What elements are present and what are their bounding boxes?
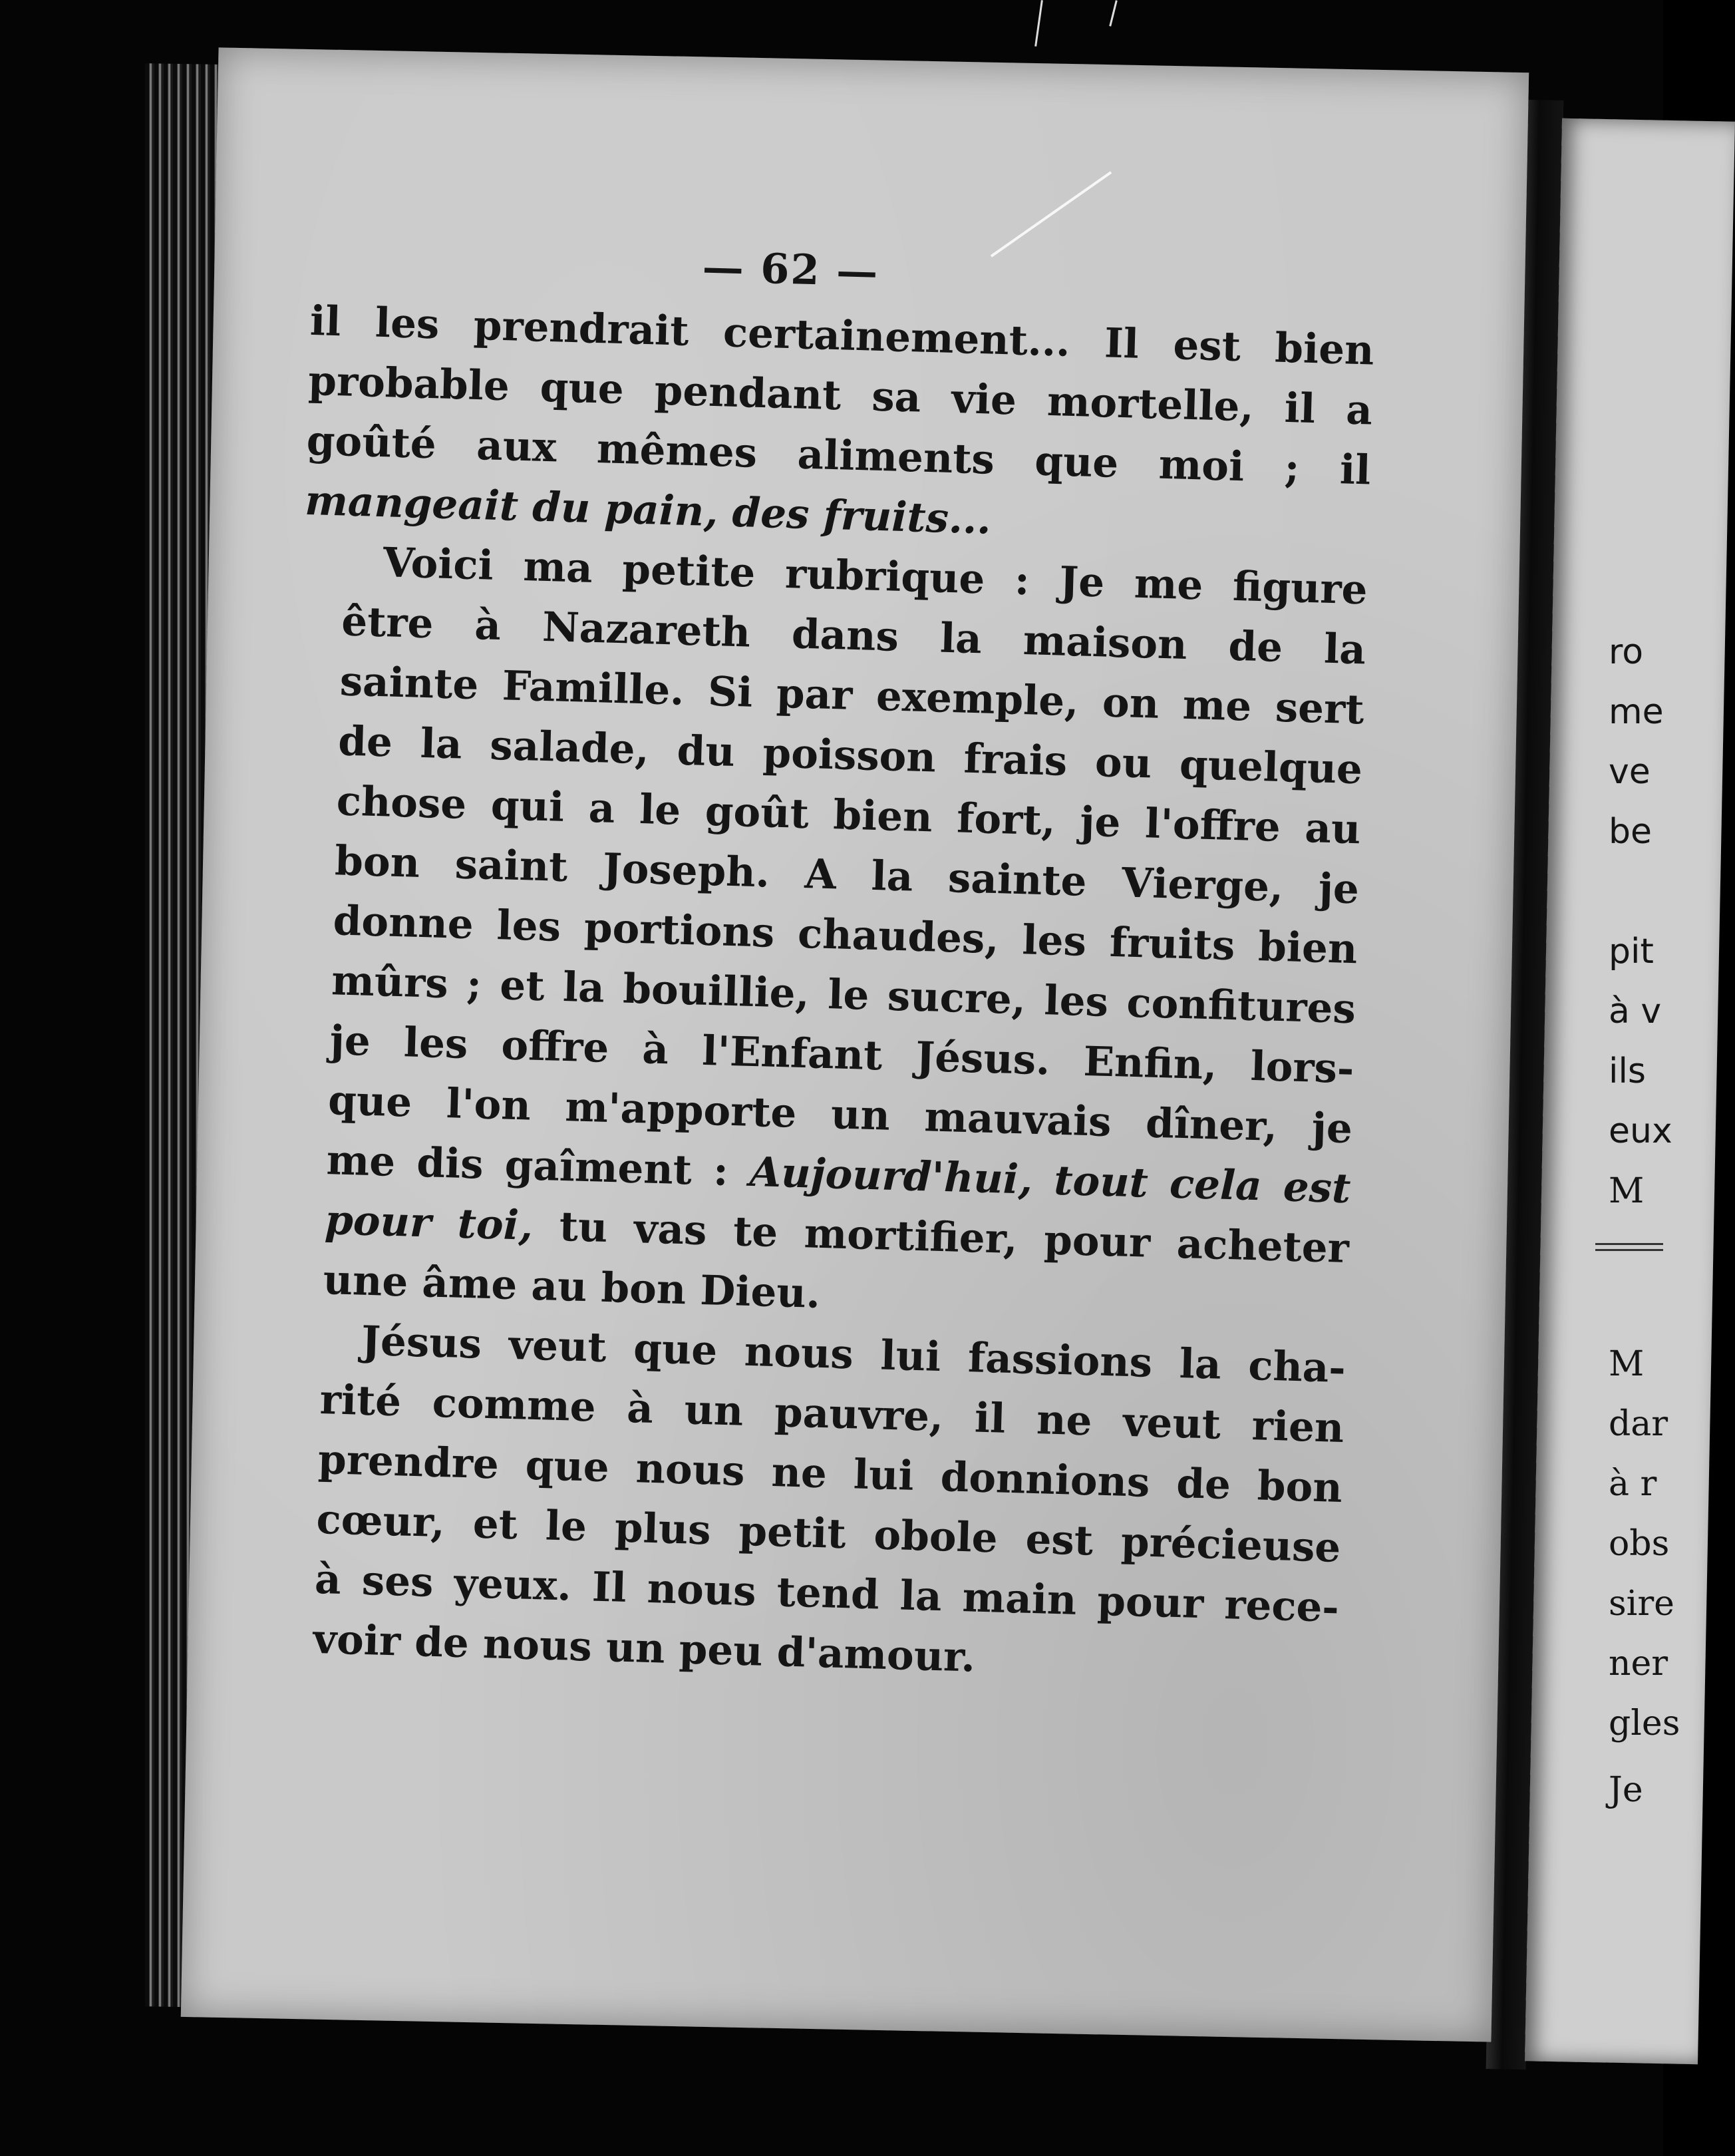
scan-artifact <box>1034 0 1043 47</box>
italic-text: mangeait du pain, des fruits... <box>304 476 992 544</box>
text-segment: que l'on m'apporte un mauvais dîner, je <box>327 1077 1353 1153</box>
facing-page-fragment: dar <box>1609 1404 1668 1444</box>
text-segment: mûrs ; et la bouillie, le sucre, les confitures <box>331 957 1356 1033</box>
scan-artifact <box>1109 0 1118 27</box>
text-segment: me dis gaîment : <box>325 1137 750 1196</box>
facing-page-fragment: Je <box>1609 1770 1643 1810</box>
facing-page-fragment: ils <box>1609 1051 1646 1091</box>
facing-page-fragment: be <box>1609 812 1652 852</box>
text-segment: de la salade, du poisson frais ou quelque <box>337 717 1363 794</box>
italic-text: pour toi, <box>324 1196 534 1250</box>
facing-page-fragment: M <box>1609 1171 1645 1211</box>
facing-page-fragment: me <box>1609 692 1664 732</box>
facing-page-fragment: ve <box>1609 752 1651 792</box>
facing-page-fragment: M <box>1609 1344 1645 1384</box>
text-segment: voir de nous un peu d'amour. <box>312 1615 976 1682</box>
page-number: — 62 — <box>701 242 880 296</box>
text-segment: Jésus veut que nous lui fassions la cha- <box>361 1317 1346 1393</box>
text-segment: je les offre à l'Enfant Jésus. Enfin, lors- <box>329 1017 1355 1093</box>
facing-page-fragment: à v <box>1609 991 1662 1031</box>
text-segment: prendre que nous ne lui donnions de bon <box>317 1435 1343 1512</box>
text-segment: chose qui a le goût bien fort, je l'offre au <box>335 777 1362 854</box>
text-segment: sainte Famille. Si par exemple, on me sert <box>339 657 1365 734</box>
paragraphs <box>272 291 1374 1698</box>
text-segment: bon saint Joseph. A la sainte Vierge, je <box>334 837 1360 914</box>
text-segment: cœur, et le plus petit obole est précieuse <box>315 1495 1342 1572</box>
paragraph <box>283 531 1368 1339</box>
text-segment: donne les portions chaudes, les fruits bien <box>332 897 1358 974</box>
facing-page-fragment: à r <box>1609 1464 1657 1504</box>
text-segment: rité comme à un pauvre, il ne veut rien <box>319 1376 1345 1452</box>
text-segment: une âme au bon Dieu. <box>322 1256 821 1318</box>
text-segment: Voici ma petite rubrique : Je me figure <box>382 539 1368 614</box>
facing-page-fragment: obs <box>1609 1524 1670 1564</box>
facing-page-fragment: pit <box>1609 932 1654 972</box>
facing-page-fragment: ner <box>1609 1644 1668 1684</box>
facing-page-fragment: gles <box>1609 1704 1680 1743</box>
paragraph <box>272 1309 1346 1698</box>
text-segment: probable que pendant sa vie mortelle, il a <box>307 357 1373 435</box>
paragraph <box>304 291 1374 561</box>
text-segment: être à Nazareth dans la maison de la <box>341 598 1366 674</box>
text-segment: à ses yeux. Il nous tend la main pour rece- <box>314 1555 1340 1632</box>
text-segment: tu vas te mortifier, pour acheter <box>532 1202 1350 1273</box>
italic-text: Aujourd'hui, tout cela est <box>748 1148 1352 1213</box>
page-text-block <box>272 226 1376 1698</box>
facing-page-fragment: ro <box>1609 632 1644 672</box>
facing-page-fragment: eux <box>1609 1111 1672 1151</box>
facing-page-fragment: sire <box>1609 1584 1674 1624</box>
text-segment: il les prendrait certainement... Il est bien <box>309 297 1375 375</box>
facing-page-rule <box>1595 1243 1663 1251</box>
text-segment: goûté aux mêmes aliments que moi ; il <box>306 417 1372 494</box>
